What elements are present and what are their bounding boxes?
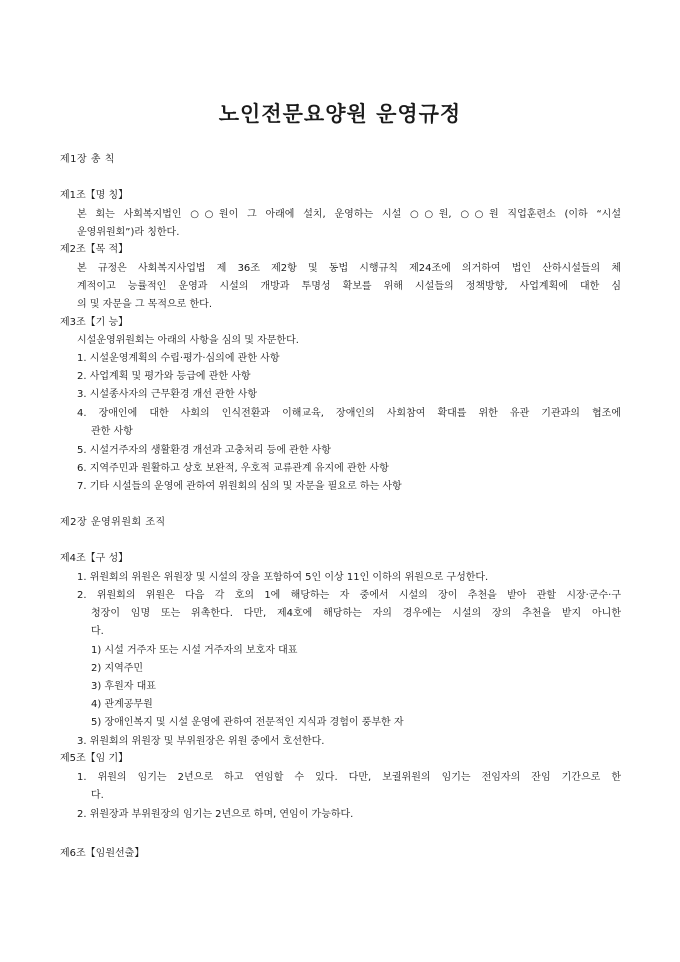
list-item: 3. 시설종사자의 근무환경 개선 관한 사항 xyxy=(77,389,257,400)
sub-list-item: 5) 장애인복지 및 시설 운영에 관하여 전문적인 지식과 경험이 풍부한 자 xyxy=(91,717,404,728)
chapter-2-heading: 제2장 운영위원회 조직 xyxy=(60,517,166,528)
article-1-heading: 제1조【명 칭】 xyxy=(60,190,129,201)
list-item-continuation: 관한 사항 xyxy=(91,426,133,437)
list-item-continuation: 다. xyxy=(91,790,104,801)
article-2-line: 의 및 자문을 그 목적으로 한다. xyxy=(77,299,212,310)
list-item: 5. 시설거주자의 생활환경 개선과 고충처리 등에 관한 사항 xyxy=(77,445,331,456)
list-item: 6. 지역주민과 원활하고 상호 보완적, 우호적 교류관계 유지에 관한 사항 xyxy=(77,463,389,474)
list-item-continuation: 청장이 임명 또는 위촉한다. 다만, 제4호에 해당하는 자의 경우에는 시설의 장의 추천을 받지 아니한 xyxy=(91,608,621,619)
list-item: 2. 위원회의 위원은 다음 각 호의 1에 해당하는 자 중에서 시설의 장이 추천을 받아 관할 시장·군수·구 xyxy=(77,590,621,601)
list-item: 3. 위원회의 위원장 및 부위원장은 위원 중에서 호선한다. xyxy=(77,736,325,747)
list-item: 4. 장애인에 대한 사회의 인식전환과 이해교육, 장애인의 사회참여 확대를 위한 유관 기관과의 협조에 xyxy=(77,408,621,419)
article-5-heading: 제5조【임 기】 xyxy=(60,753,129,764)
list-item: 1. 시설운영계획의 수립·평가·심의에 관한 사항 xyxy=(77,353,280,364)
article-6-heading: 제6조【임원선출】 xyxy=(60,848,145,859)
article-3-heading: 제3조【기 능】 xyxy=(60,317,129,328)
list-item: 1. 위원회의 위원은 위원장 및 시설의 장을 포함하여 5인 이상 11인 이하의 위원으로 구성한다. xyxy=(77,572,489,583)
article-1-line: 본 회는 사회복지법인 ○○원이 그 아래에 설치, 운영하는 시설 ○○원, ○○원 직업훈련소 (이하 “시설 xyxy=(77,209,621,220)
list-item: 2. 위원장과 부위원장의 임기는 2년으로 하며, 연임이 가능하다. xyxy=(77,809,354,820)
article-3-intro: 시설운영위원회는 아래의 사항을 심의 및 자문한다. xyxy=(77,335,299,346)
article-4-heading: 제4조【구 성】 xyxy=(60,553,129,564)
article-2-heading: 제2조【목 적】 xyxy=(60,244,129,255)
chapter-1-heading: 제1장 총 칙 xyxy=(60,154,115,165)
list-item: 2. 사업계획 및 평가와 등급에 관한 사항 xyxy=(77,371,251,382)
sub-list-item: 4) 관계공무원 xyxy=(91,699,153,710)
sub-list-item: 3) 후원자 대표 xyxy=(91,681,156,692)
article-2-line: 본 규정은 사회복지사업법 제 36조 제2항 및 동법 시행규칙 제24조에 의거하여 법인 산하시설들의 체 xyxy=(77,263,621,274)
article-2-line: 계적이고 능률적인 운영과 시설의 개방과 투명성 확보를 위해 시설들의 정책방향, 사업계획에 대한 심 xyxy=(77,281,621,292)
list-item-continuation: 다. xyxy=(91,626,104,637)
sub-list-item: 1) 시설 거주자 또는 시설 거주자의 보호자 대표 xyxy=(91,645,298,656)
document-title: 노인전문요양원 운영규정 xyxy=(218,102,462,126)
sub-list-item: 2) 지역주민 xyxy=(91,663,144,674)
list-item: 7. 기타 시설들의 운영에 관하여 위원회의 심의 및 자문을 필요로 하는 사항 xyxy=(77,481,402,492)
list-item: 1. 위원의 임기는 2년으로 하고 연임할 수 있다. 다만, 보궐위원의 임기는 전임자의 잔임 기간으로 한 xyxy=(77,772,621,783)
article-1-line: 운영위원회”)라 칭한다. xyxy=(77,227,180,238)
